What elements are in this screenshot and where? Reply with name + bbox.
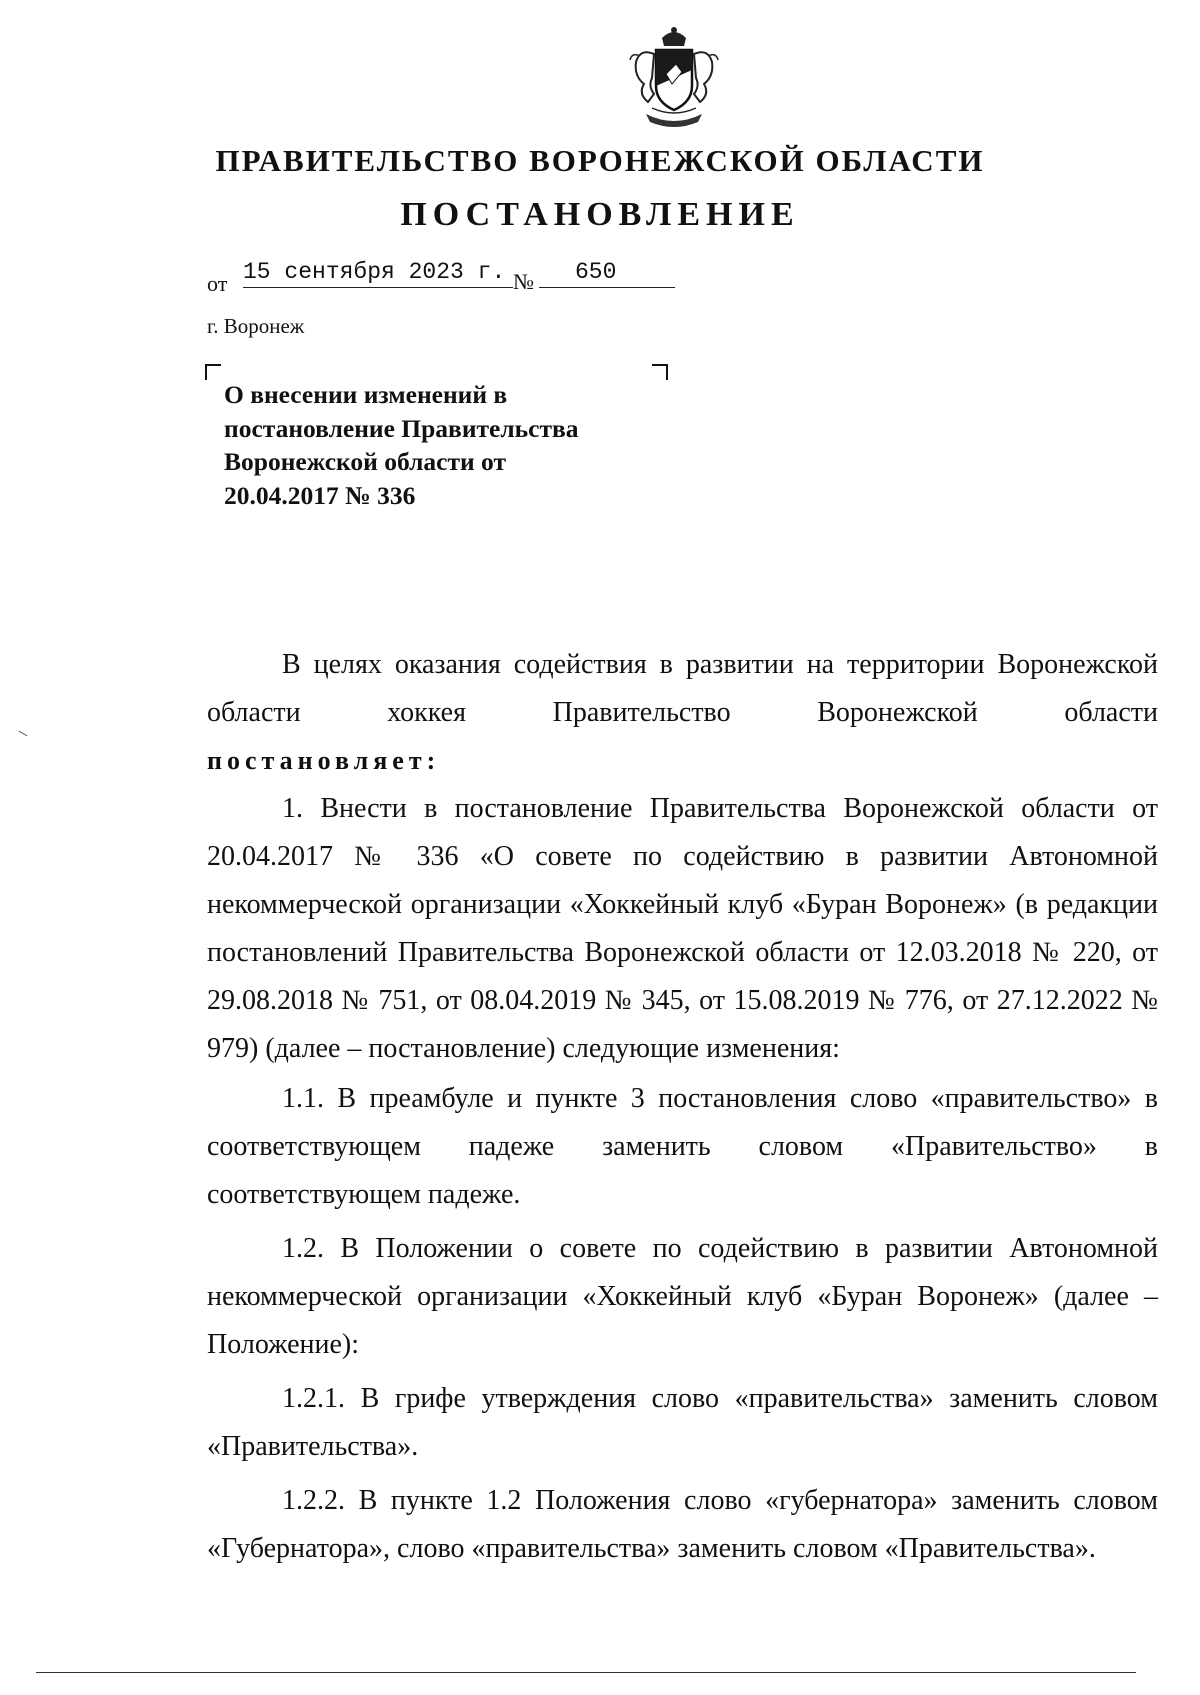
preamble-line: области хоккея Правительство Воронежской области [207,697,1158,728]
scan-artifact [18,731,27,737]
resolves-paragraph [207,737,1158,785]
document-date-line [207,259,677,295]
paragraph-1: 1. Внести в постановление Правительства Воронежской области от 20.04.2017 № 336 «О совете по содействию в развитии Автономной некоммерческой организации «Хоккейный клуб «Буран Воронеж» (в редакции постановлений Правительства Воронежской области от 12.03.2018 № 220, от 29.08.2018 № 751, от 08.04.2019 № 345, от 15.08.2019 № 776, от 27.12.2022 № 979) (далее – постановление) следующие изменения: [207,793,1158,1064]
subject-line: постановление Правительства [224,413,579,443]
resolves-word: постановляет: [207,746,441,775]
footer-rule [36,1672,1136,1673]
document-type-title: ПОСТАНОВЛЕНИЕ [400,196,800,233]
subject-line: Воронежской области от [224,447,506,476]
subject-line: 20.04.2017 № 336 [224,480,416,510]
paragraph-1-2: 1.2. В Положении о совете по содействию в развитии Автономной некоммерческой организации «Хоккейный клуб «Буран Воронеж» (далее – Положение): [207,1233,1158,1360]
subject-line: О внесении изменений в [224,380,508,409]
organization-title: ПРАВИТЕЛЬСТВО ВОРОНЕЖСКОЙ ОБЛАСТИ [215,143,985,178]
preamble-line: В целях оказания содействия в развитии на территории Воронежской [282,649,1158,680]
paragraph-1-2-1: 1.2.1. В грифе утверждения слово «правительства» заменить словом «Правительства». [207,1383,1158,1462]
paragraph-1-2-2: 1.2.2. В пункте 1.2 Положения слово «губернатора» заменить словом «Губернатора», слово «правительства» заменить словом «Правительства». [207,1485,1158,1564]
document-body [207,641,1158,1573]
document-number: 650 [539,259,675,288]
number-label: № [513,269,534,294]
subject-corner-left [205,364,221,380]
document-subject [224,378,664,512]
city-label: г. Воронеж [207,314,305,338]
from-label: от [207,271,228,296]
coat-of-arms-icon [626,24,722,132]
document-date: 15 сентября 2023 г. [243,259,513,288]
paragraph-1-1: 1.1. В преамбуле и пункте 3 постановления слово «правительство» в соответствующем падеже заменить словом «Правительство» в соответствующем падеже. [207,1083,1158,1210]
